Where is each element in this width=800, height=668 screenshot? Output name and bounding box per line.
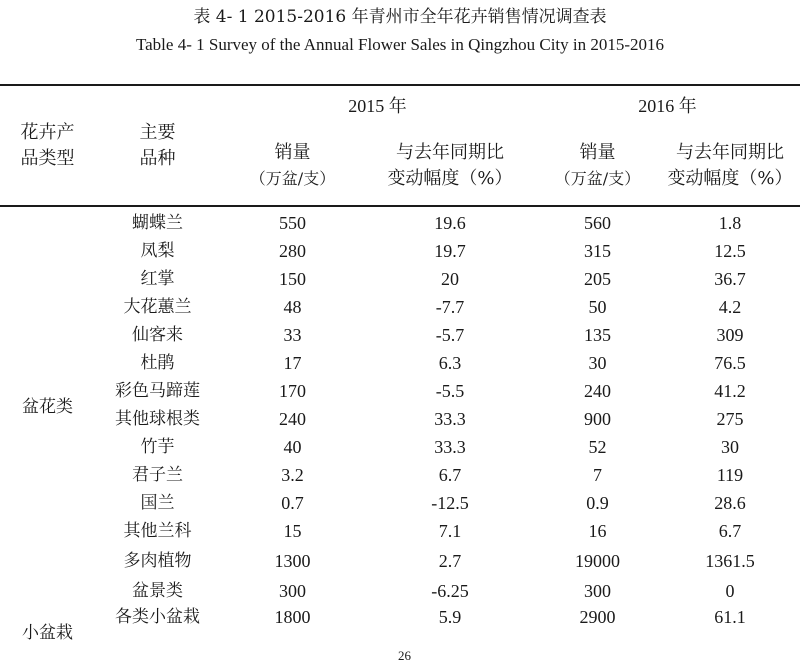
cell-sales-2015: 150 (279, 269, 306, 289)
cell-change-2016: 30 (721, 437, 739, 457)
cell-variety: 盆景类 (132, 581, 183, 601)
header-sales-unit: （万盆/支） (249, 169, 336, 188)
cell-variety: 彩色马蹄莲 (115, 381, 200, 401)
cell-sales-2016: 560 (584, 213, 611, 233)
cell-change-2015: 2.7 (438, 551, 462, 571)
header-sales-label: 销量 (274, 142, 311, 163)
cell-change-2016: 41.2 (714, 381, 746, 401)
cell-variety: 大花蕙兰 (123, 297, 192, 317)
cell-sales-2015: 17 (283, 353, 302, 373)
cell-change-2015: 20 (441, 269, 459, 289)
cell-sales-2016: 240 (584, 381, 611, 401)
cell-variety: 仙客来 (132, 325, 183, 345)
cell-variety: 杜鹃 (140, 353, 175, 373)
header-change-line2: 变动幅度（%） (667, 168, 793, 189)
cell-sales-2016: 16 (588, 521, 607, 541)
cell-sales-2016: 50 (588, 297, 607, 317)
cell-change-2016: 119 (716, 465, 744, 485)
cell-change-2015: 5.9 (438, 607, 462, 627)
cell-change-2015: 33.3 (434, 409, 466, 429)
cell-change-2016: 4.2 (718, 297, 742, 317)
group-label-small-pots: 小盆栽 (22, 623, 73, 643)
cell-sales-2015: 0.7 (281, 493, 304, 513)
header-change-2016 (660, 140, 800, 192)
cell-change-2015: -6.25 (431, 581, 469, 601)
top-rule (0, 84, 800, 86)
cell-sales-2016: 19000 (575, 551, 620, 571)
cell-change-2015: -7.7 (435, 297, 465, 317)
group-label-potted-flowers: 盆花类 (22, 397, 73, 417)
cell-variety: 国兰 (140, 493, 175, 513)
cell-change-2016: 309 (716, 325, 744, 345)
cell-sales-2015: 48 (283, 297, 302, 317)
cell-variety: 红掌 (140, 269, 175, 289)
header-category-line2: 品类型 (20, 148, 75, 169)
cell-change-2016: 28.6 (714, 493, 746, 513)
cell-change-2016: 275 (716, 409, 744, 429)
cell-sales-2016: 205 (584, 269, 611, 289)
header-sales-label: 销量 (579, 142, 616, 163)
cell-change-2015: 19.6 (434, 213, 466, 233)
cell-change-2015: -5.5 (435, 381, 465, 401)
header-change-line1: 与去年同期比 (396, 142, 504, 163)
cell-change-2016: 1.8 (718, 213, 742, 233)
header-change-line2: 变动幅度（%） (387, 168, 513, 189)
cell-variety: 多肉植物 (123, 551, 192, 571)
cell-change-2015: 6.7 (438, 465, 462, 485)
cell-sales-2016: 30 (588, 353, 607, 373)
header-sales-2016 (535, 140, 660, 192)
header-variety (95, 120, 220, 172)
header-category (0, 120, 95, 172)
cell-change-2016: 1361.5 (705, 551, 755, 571)
cell-sales-2016: 315 (584, 241, 611, 261)
cell-change-2016: 0 (725, 581, 735, 601)
cell-change-2016: 12.5 (714, 241, 746, 261)
cell-change-2015: 33.3 (434, 437, 466, 457)
cell-change-2016: 76.5 (714, 353, 746, 373)
cell-variety: 竹芋 (140, 437, 175, 457)
cell-change-2015: 7.1 (438, 521, 462, 541)
cell-sales-2016: 2900 (579, 607, 616, 627)
cell-sales-2015: 33 (283, 325, 302, 345)
cell-sales-2015: 15 (283, 521, 302, 541)
header-variety-line1: 主要 (139, 122, 176, 143)
header-rule (0, 205, 800, 207)
cell-sales-2016: 135 (584, 325, 611, 345)
cell-sales-2015: 240 (279, 409, 306, 429)
cell-change-2015: 19.7 (434, 241, 466, 261)
cell-sales-2016: 300 (584, 581, 611, 601)
cell-variety: 其他球根类 (115, 409, 200, 429)
header-variety-line2: 品种 (139, 148, 176, 169)
cell-variety: 君子兰 (132, 465, 183, 485)
cell-change-2015: 6.3 (438, 353, 462, 373)
cell-sales-2015: 300 (279, 581, 306, 601)
cell-sales-2016: 0.9 (586, 493, 609, 513)
header-sales-unit: （万盆/支） (554, 169, 641, 188)
header-change-2015 (365, 140, 535, 192)
header-change-line1: 与去年同期比 (676, 142, 784, 163)
page-number: 26 (398, 648, 411, 663)
cell-sales-2015: 1800 (274, 607, 311, 627)
cell-variety: 其他兰科 (123, 521, 192, 541)
cell-sales-2016: 900 (584, 409, 611, 429)
cell-sales-2015: 280 (279, 241, 306, 261)
header-sales-2015 (220, 140, 365, 192)
header-year-2016: 2016 年 (638, 96, 697, 116)
cell-sales-2015: 550 (279, 213, 306, 233)
cell-variety: 各类小盆栽 (115, 607, 200, 627)
table-title-chinese: 表 4- 1 2015-2016 年青州市全年花卉销售情况调查表 (193, 7, 607, 27)
cell-sales-2016: 7 (593, 465, 602, 485)
cell-sales-2016: 52 (588, 437, 607, 457)
header-year-2015: 2015 年 (348, 96, 407, 116)
cell-change-2016: 61.1 (714, 607, 746, 627)
cell-change-2016: 36.7 (714, 269, 746, 289)
cell-sales-2015: 40 (283, 437, 302, 457)
table-title-english: Table 4- 1 Survey of the Annual Flower Sales in Qingzhou City in 2015-2016 (135, 35, 665, 54)
header-category-line1: 花卉产 (20, 122, 75, 143)
cell-sales-2015: 170 (279, 381, 306, 401)
cell-sales-2015: 1300 (274, 551, 311, 571)
cell-change-2015: -12.5 (431, 493, 469, 513)
cell-sales-2015: 3.2 (281, 465, 304, 485)
cell-change-2016: 6.7 (718, 521, 742, 541)
cell-change-2015: -5.7 (435, 325, 465, 345)
cell-variety: 蝴蝶兰 (132, 213, 183, 233)
cell-variety: 凤梨 (140, 241, 175, 261)
